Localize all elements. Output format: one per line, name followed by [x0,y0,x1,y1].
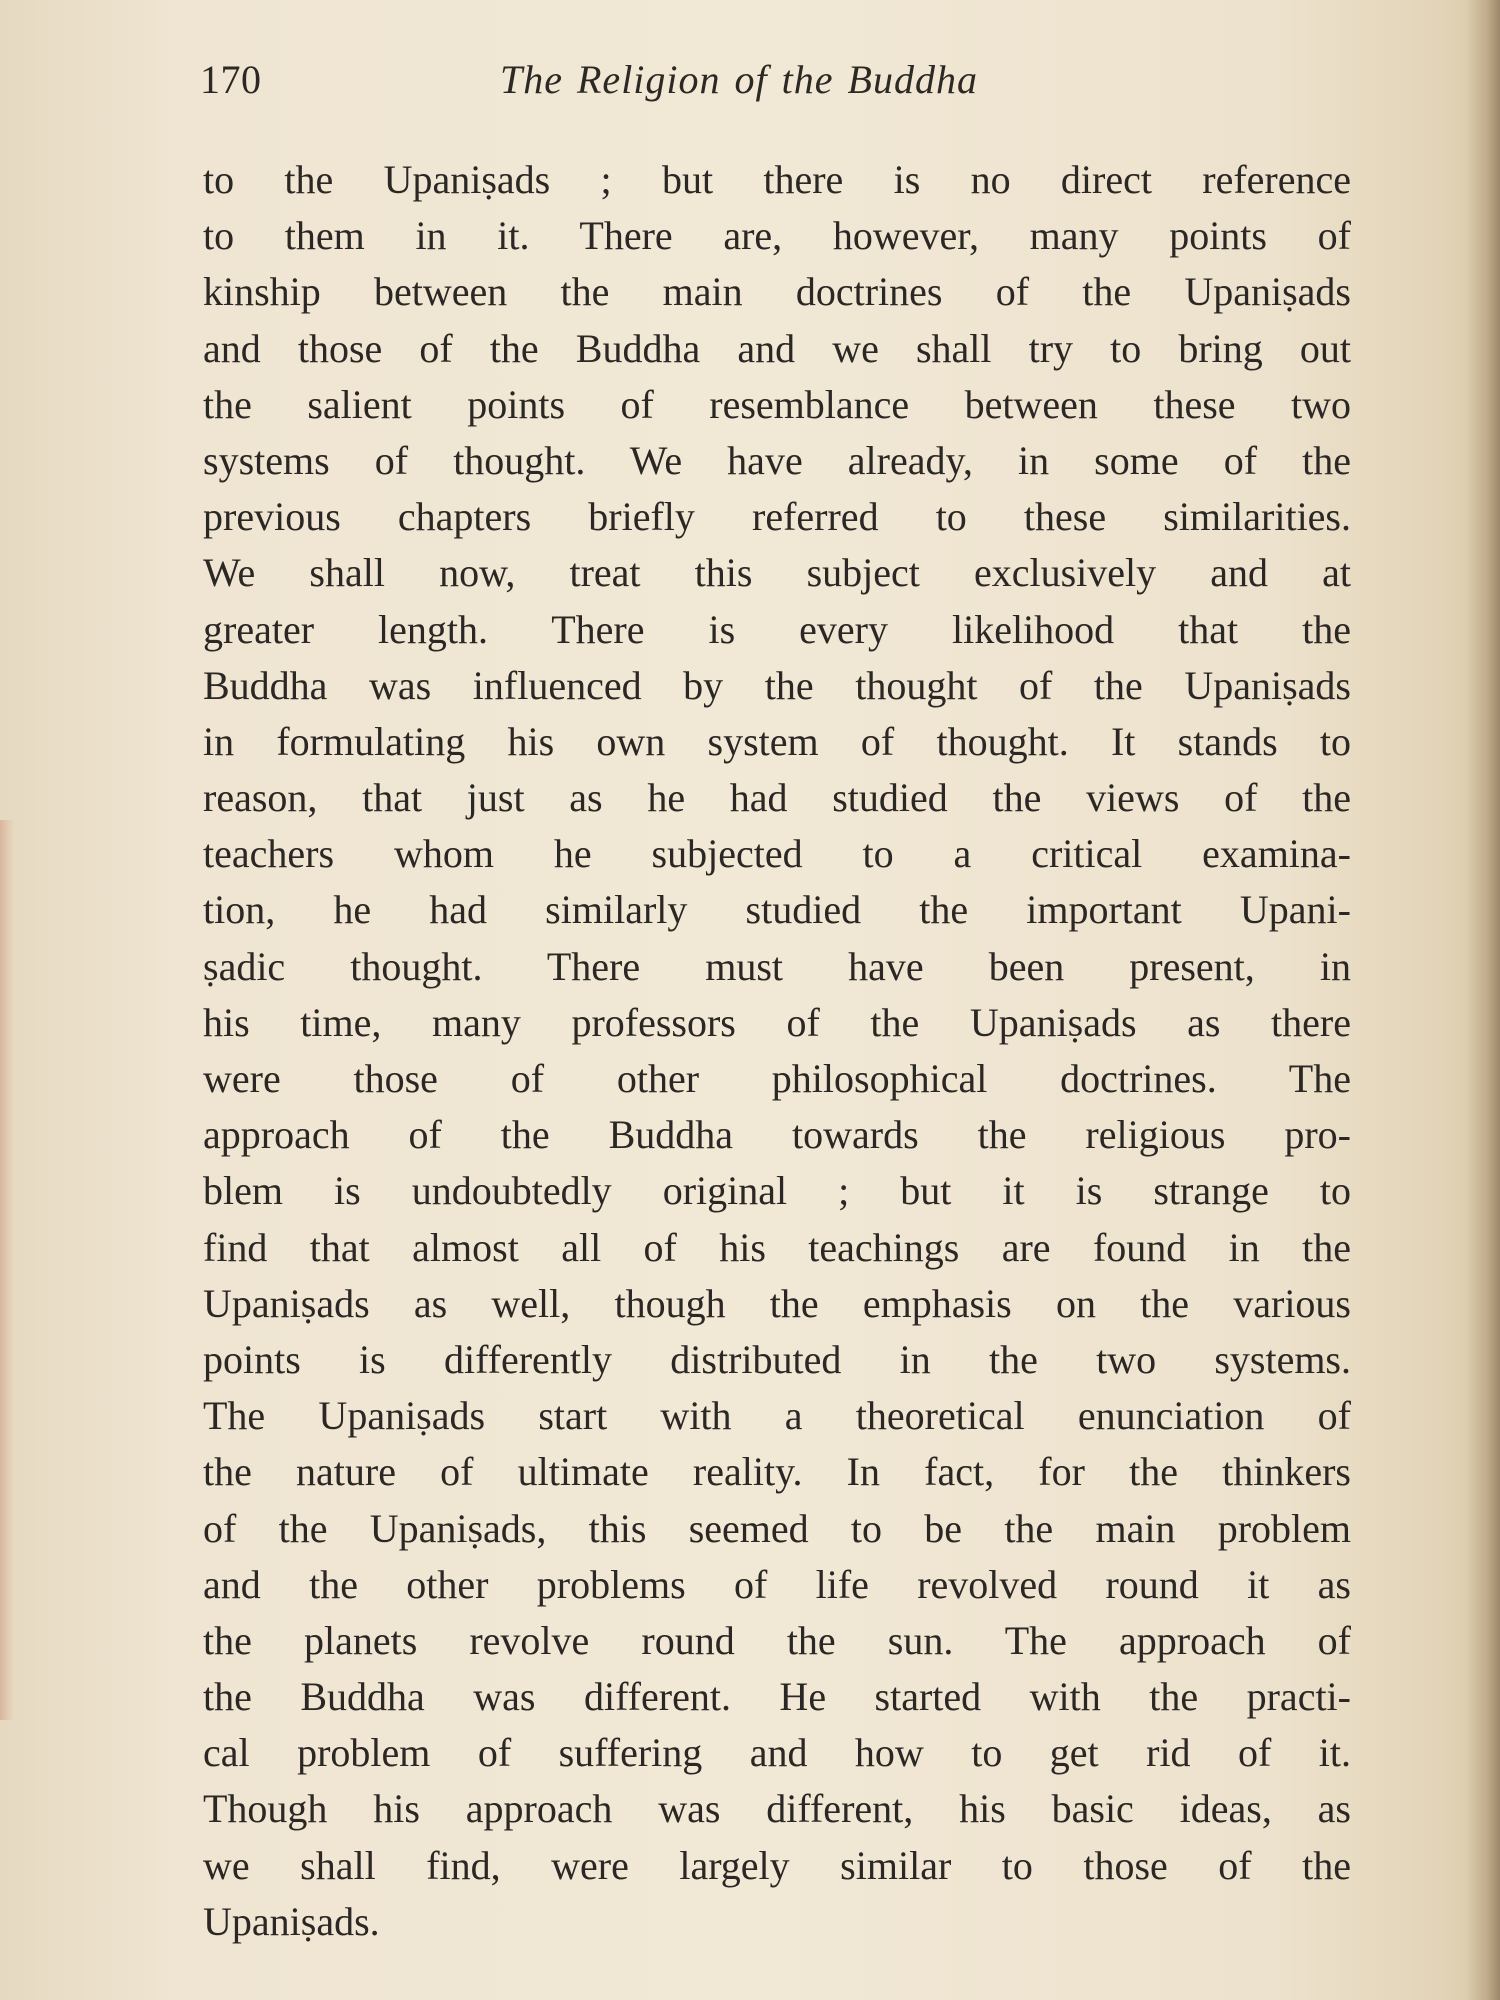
text-line: and those of the Buddha and we shall try to bring out [203,325,1351,371]
page-spine-shadow [1466,0,1500,2000]
page-edge-stain [0,820,14,1720]
text-line: of the Upaniṣads, this seemed to be the main problem [203,1505,1351,1551]
text-line: Buddha was influenced by the thought of the Upaniṣads [203,662,1351,708]
text-line: Upaniṣads as well, though the emphasis on the various [203,1280,1351,1326]
text-line: the Buddha was different. He started with the practi- [203,1674,1351,1720]
page-header [200,50,1100,120]
text-line: find that almost all of his teachings are found in the [203,1224,1351,1270]
text-line: in formulating his own system of thought. It stands to [203,718,1351,764]
text-line: blem is undoubtedly original ; but it is strange to [203,1168,1351,1214]
text-line: the planets revolve round the sun. The approach of [203,1617,1351,1663]
text-line: the nature of ultimate reality. In fact, for the thinkers [203,1449,1351,1495]
text-line: reason, that just as he had studied the views of the [203,775,1351,821]
text-line: and the other problems of life revolved round it as [203,1561,1351,1607]
text-line: we shall find, were largely similar to those of the [203,1842,1351,1888]
text-line: Though his approach was different, his basic ideas, as [203,1786,1351,1832]
text-line: kinship between the main doctrines of the Upaniṣads [203,269,1351,315]
text-line: tion, he had similarly studied the important Upani- [203,887,1351,933]
text-line: greater length. There is every likelihood that the [203,606,1351,652]
text-line: teachers whom he subjected to a critical examina- [203,831,1351,877]
text-line: cal problem of suffering and how to get rid of it. [203,1730,1351,1776]
text-line: the salient points of resemblance between these two [203,381,1351,427]
page-number: 170 [200,57,262,102]
text-line: previous chapters briefly referred to these similarities. [203,494,1351,540]
text-line: We shall now, treat this subject exclusively and at [203,550,1351,596]
text-line-last: Upaniṣads. [203,1898,380,1944]
running-title: The Religion of the Buddha [500,57,978,102]
text-line: ṣadic thought. There must have been present, in [203,943,1351,989]
text-line: were those of other philosophical doctrines. The [203,1056,1351,1101]
text-line: his time, many professors of the Upaniṣads as there [203,999,1351,1045]
text-line: points is differently distributed in the two systems. [203,1336,1351,1382]
body-text [203,152,1351,1950]
text-line: approach of the Buddha towards the religious pro- [203,1112,1351,1158]
text-line: to them in it. There are, however, many points of [203,213,1351,259]
text-line: systems of thought. We have already, in some of the [203,437,1351,483]
text-line: The Upaniṣads start with a theoretical enunciation of [203,1393,1351,1439]
text-line: to the Upaniṣads ; but there is no direct reference [203,157,1351,202]
